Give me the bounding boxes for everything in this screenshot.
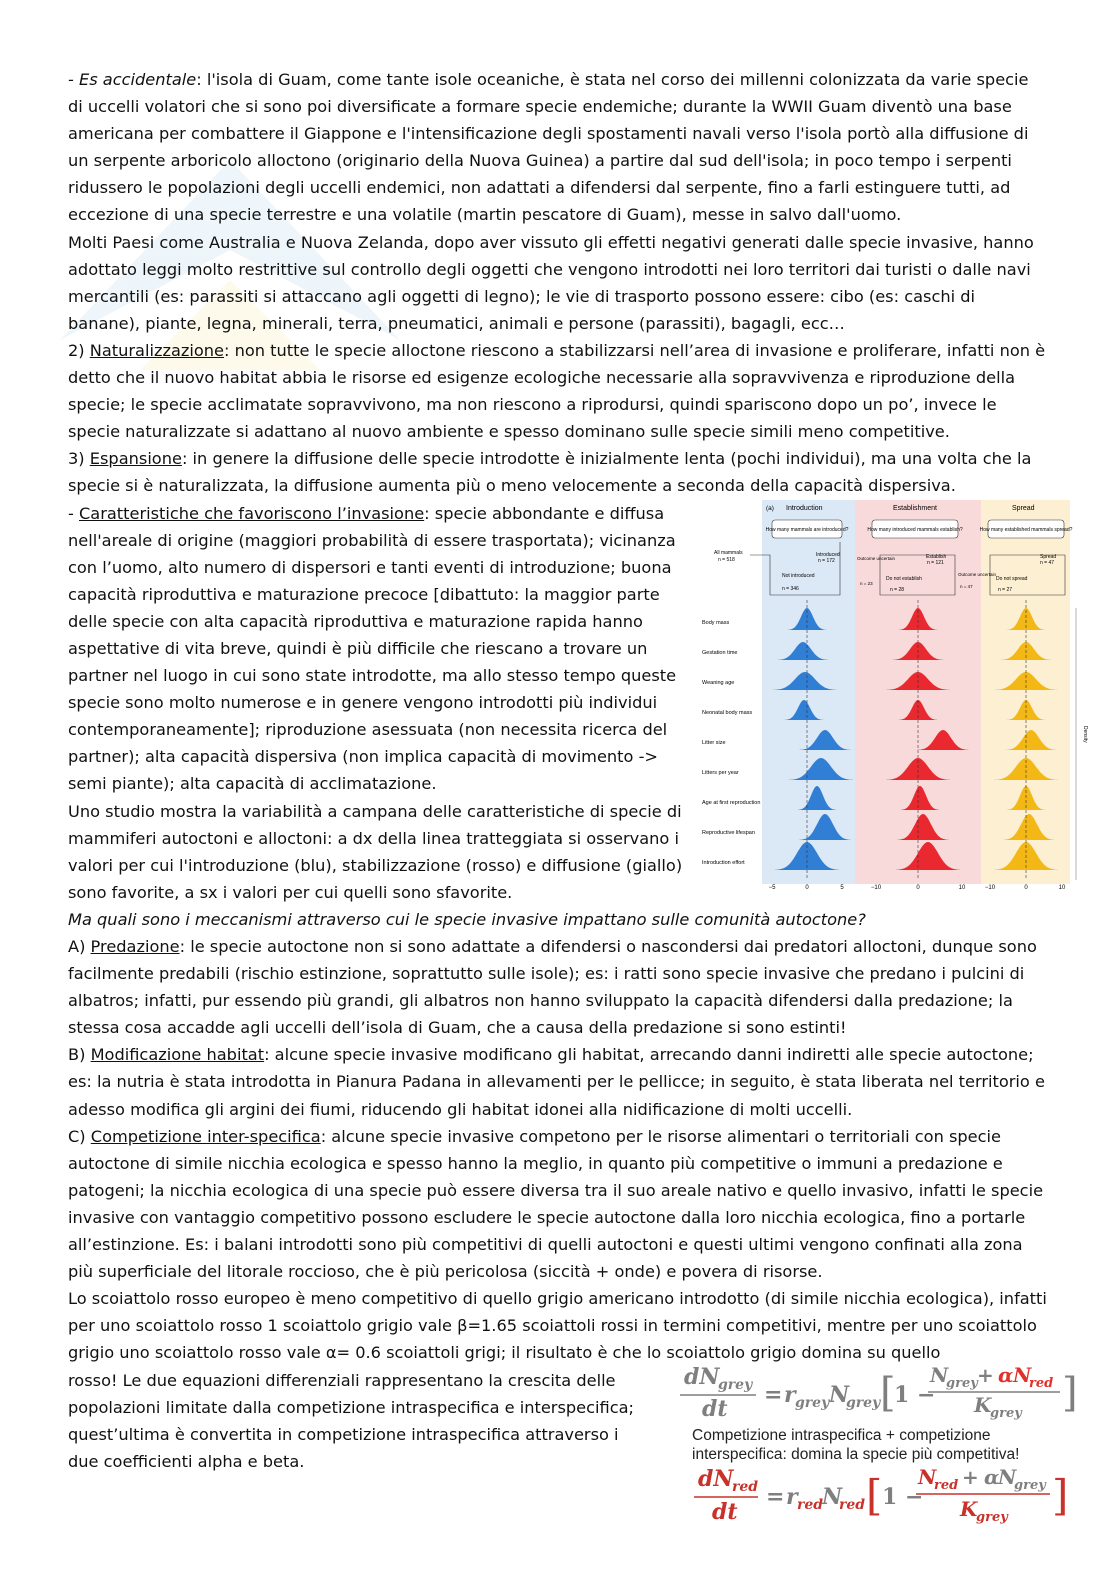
label-outcome-uncertain-1: Outcome uncertain (857, 556, 896, 561)
eq2-bracket-open: [ (866, 1471, 883, 1520)
eq2-num-a: N (918, 1465, 937, 1489)
eq2-num-b: N (998, 1465, 1017, 1489)
text-guam: : l'isola di Guam, come tante isole oceaniche, è stata nel corso dei millenni colonizzata da varie specie di uccelli volatori che si sono poi diversificate a formare specie endemiche; durante la WWII Guam diventò una base americana per combattere il Giappone e l'intensificazione degli spostamenti navali verso l'isola portò alla diffusione di un serpente arboricolo alloctono (originario della Nuova Guinea) a partire dal sud dell'isola; in poco tempo i serpenti ridussero le popolazioni degli uccelli endemici, non adattati a difendersi dal serpente, fino a farli estinguere tutti, ad eccezione di una specie terrestre e una volatile (martin pescatore di Guam), messe in salvo dall'uomo. (68, 70, 1029, 225)
item-letter: A) (68, 937, 91, 956)
eq1-num-b-sub: red (1029, 1376, 1054, 1391)
trait-label: Introduction effort (702, 860, 745, 866)
item-number: 2) (68, 340, 90, 360)
text-habitat: : alcune specie invasive modificano gli habitat, arrecando danni indiretti alle specie autoctone; es: la nutria è stata introdotta in Pianura Padana in allevamenti per le pellicce; in seguito, è stata liberata nel territorio e adesso modifica gli argini dei fiumi, riducendo gli habitat idonei alla nidificazione di molti uccelli. (68, 1045, 1045, 1119)
equations-box (672, 1362, 1078, 1562)
eq2-N: N (822, 1484, 843, 1510)
eq1-lhs-den: dt (702, 1396, 728, 1422)
question-spread: How many established mammals spread? (979, 527, 1073, 533)
trait-label: Neonatal body mass (702, 710, 753, 716)
heading-predazione: Predazione (90, 937, 180, 956)
bg-introduction (762, 500, 855, 884)
eq1-num-b: N (1013, 1363, 1032, 1387)
label-outcome-uncertain-1-n: n = 23 (860, 581, 873, 586)
eq1-den: K (974, 1393, 992, 1417)
label-introduced-n: n = 172 (818, 558, 835, 564)
heading-naturalizzazione: Naturalizzazione (89, 340, 225, 360)
x-tick-label: 0 (1024, 885, 1028, 891)
paragraph-laws: Molti Paesi come Australia e Nuova Zelanda, dopo aver vissuto gli effetti negativi generati dalle specie invasive, hanno adottato leggi molto restrittive sul controllo degli oggetti che vengono introdotti nei loro territori dai turisti o dalle navi mercantili (es: parassiti si attaccano agli oggetti di legno); le vie di trasporto possono essere: cibo (es: caschi di banane), piante, legna, minerali, terra, pneumatici, animali e persone (parassiti), bagagli, ecc… (68, 232, 1034, 333)
text-espansione: : in genere la diffusione delle specie introdotte è inizialmente lenta (pochi individui), ma una volta che la specie si è naturalizzata, la diffusione aumenta più o meno velocemente a seconda della capacità dispersiva. (68, 449, 1032, 496)
col-establishment: Establishment (893, 505, 937, 512)
question-intro: How many mammals are introduced? (765, 527, 849, 533)
eq2-one: 1 − (882, 1484, 924, 1510)
paragraph-naturalizzazione (68, 337, 1048, 445)
paragraph-habitat (68, 1041, 1048, 1122)
label-not-spread: Do not spread (996, 576, 1028, 582)
eq2-num-a-sub: red (934, 1478, 959, 1493)
text-competizione: : alcune specie invasive competono per le risorse alimentari o territoriali con specie autoctone di simile nicchia ecologica e spesso hanno la meglio, in quanto più competitive o immuni a predazione e patogeni; la nicchia ecologica di una specie può essere diversa tra il suo areale nativo e quello invasivo, infatti le specie invasive con vantaggio competitivo possono escludere le specie autoctone dalla loro nicchia ecologica, fino a portarle all’estinzione. Es: i balani introdotti sono più competitivi di quelli autoctoni e questi ultimi vengono confinati alla zona più superficiale del litorale roccioso, che è più pericolosa (siccità + onde) e povera di risorse. (68, 1126, 1044, 1282)
label-spread: Spread (1040, 554, 1057, 560)
x-tick-label: −10 (984, 885, 996, 891)
density-label: Density (1082, 726, 1088, 743)
label-not-introduced-n: n = 346 (782, 586, 799, 592)
text-caratteristiche: : specie abbondante e diffusa nell'areale di origine (maggiori probabilità di essere trasportata); vicinanza con l’uomo, alto numero di dispersori e tanti eventi di introduzione; buona capacità riproduttiva e maturazione precoce [dibattuto: la maggior parte delle specie con alta capacità riproduttiva e maturazione rapida hanno aspettative di vita breve, quindi è più difficile che riescano a trovare un partner nel luogo in cui sono state introdotte, ma allo stesso tempo queste specie sono molto numerose e in genere vengono introdotti più individui contemporaneamente]; riproduzione asessuata (non necessita ricerca del partner); alta capacità dispersiva (non implica capacità di movimento -> semi piante); alta capacità di acclimatazione. (68, 503, 677, 794)
eq2-lhs-den: dt (712, 1499, 738, 1525)
heading-espansione: Espansione (89, 449, 182, 469)
label-establish: Establish (926, 554, 947, 560)
label-outcome-uncertain-2-n: n = 47 (960, 584, 973, 589)
eq1-r: r (784, 1382, 796, 1408)
paragraph-equazioni: rosso! Le due equazioni differenziali rappresentano la crescita delle popolazioni limitate dalla competizione intraspecifica e interspecifica; quest’ultima è convertita in competizione intraspecifica attraverso i due coefficienti alpha e beta. (68, 1370, 634, 1471)
x-tick-label: −10 (870, 885, 882, 891)
caption-line-1: Competizione intraspecifica + competizione (692, 1427, 991, 1444)
paragraph-scoiattolo: Lo scoiattolo rosso europeo è meno competitivo di quello grigio americano introdotto (di simile nicchia ecologica), infatti per uno scoiattolo rosso 1 scoiattolo grigio vale β=1.65 scoiattoli rossi in termini competitivi, mentre per uno scoiattolo grigio uno scoiattolo rosso vale α= 0.6 scoiattoli grigi; il risultato è che lo scoiattolo grigio domina su quello (68, 1289, 1047, 1363)
label-all-mammals: All mammals (714, 550, 743, 556)
trait-label: Age at first reproduction (702, 800, 761, 806)
paragraph-caratteristiche (68, 500, 688, 798)
eq2-den: K (960, 1497, 978, 1521)
label-not-spread-n: n = 27 (998, 587, 1013, 593)
paragraph-competizione (68, 1123, 1048, 1286)
item-number: 3) (68, 449, 90, 469)
caption-line-2: interspecifica: domina la specie più competitiva! (692, 1446, 1020, 1463)
eq2-lhs-sub: red (732, 1479, 759, 1495)
heading-habitat: Modificazione habitat (90, 1045, 265, 1065)
heading-caratteristiche: Caratteristiche che favoriscono l’invasione (79, 503, 425, 523)
eq1-lhs-num: dN (684, 1364, 720, 1390)
eq1-lhs-sub: grey (718, 1377, 753, 1393)
x-tick-label: 0 (805, 885, 809, 891)
paragraph-studio: Uno studio mostra la variabilità a campana delle caratteristiche di specie di mammiferi autoctoni e alloctoni: a dx della linea tratteggiata si osservano i valori per cui l'introduzione (blu), stabilizzazione (rosso) e diffusione (giallo) sono favorite, a sx i valori per cui quelli sono sfavorite. (68, 801, 683, 902)
eq1-num-a: N (930, 1363, 949, 1387)
eq2-num-b-sub: grey (1014, 1478, 1046, 1493)
eq1-den-sub: grey (990, 1406, 1022, 1421)
col-introduction: Introduction (786, 505, 823, 512)
label-not-establish-n: n = 28 (890, 587, 905, 593)
x-tick-label: 5 (840, 885, 844, 891)
item-letter: C) (68, 1126, 91, 1146)
eq2-r-sub: red (797, 1497, 824, 1513)
trait-label: Weaning age (702, 680, 735, 686)
dash: - (68, 503, 79, 523)
label-not-introduced: Not introduced (782, 573, 815, 579)
equation-red (672, 1464, 1078, 1526)
eq1-bracket-open: [ (880, 1370, 896, 1416)
paragraph-question: Ma quali sono i meccanismi attraverso cui le specie invasive impattano sulle comunità autoctone? (68, 909, 866, 929)
eq2-r: r (786, 1484, 798, 1510)
eq1-num-a-sub: grey (946, 1376, 978, 1391)
paragraph-guam (68, 66, 1048, 229)
eq2-equals: = (766, 1484, 785, 1510)
trait-label: Gestation time (702, 650, 738, 656)
panel-tag: (a) (766, 505, 774, 512)
eq2-den-sub: grey (976, 1510, 1008, 1525)
eq2-N-sub: red (839, 1497, 866, 1513)
text-naturalizzazione: : non tutte le specie alloctone riescono a stabilizzarsi nell’area di invasione e proliferare, infatti non è detto che il nuovo habitat abbia le risorse ed esigenze ecologiche necessarie alla sopravvivenza e riproduzione della specie; le specie acclimatate sopravvivono, ma non riescono a riprodursi, quindi spariscono dopo un po’, invece le specie naturalizzate si adattano al nuovo ambiente e spesso dominano sulle specie simili meno competitive. (68, 340, 1046, 442)
question-est: How many introduced mammals establish? (867, 527, 963, 533)
trait-label: Reproductive lifespan (702, 830, 755, 836)
label-establish-n: n = 121 (927, 560, 944, 566)
heading-competizione: Competizione inter-specifica (90, 1126, 321, 1146)
label-introduced: Introduced (816, 552, 840, 558)
label-outcome-uncertain-2: Outcome uncertain (958, 572, 997, 577)
text-predazione: : le specie autoctone non si sono adattate a difendersi o nascondersi dai predatori alloctoni, dunque sono facilmente predabili (rischio estinzione, soprattutto sulle isole); es: i ratti sono specie invasive che predano i pulcini di albatros; infatti, pur essendo più grandi, gli albatros non hanno sviluppato la capacità difendersi dalla predazione; la stessa cosa accadde agli uccelli dell’isola di Guam, che a causa della predazione si sono estinti! (68, 937, 1037, 1038)
item-letter: B) (68, 1045, 91, 1065)
equation-grey (672, 1362, 1078, 1422)
trait-label: Litters per year (702, 770, 739, 776)
eq2-lhs-num: dN (698, 1466, 734, 1492)
trait-label: Body mass (702, 620, 730, 626)
x-tick-label: 10 (1058, 885, 1066, 891)
eq1-one: 1 − (894, 1382, 936, 1408)
eq1-bracket-close: ] (1062, 1370, 1078, 1416)
x-tick-label: −5 (768, 885, 776, 891)
label-spread-n: n = 47 (1040, 560, 1055, 566)
eq1-equals: = (764, 1382, 783, 1408)
x-ticks (769, 885, 1066, 891)
eq2-bracket-close: ] (1052, 1471, 1069, 1520)
paragraph-espansione (68, 445, 1048, 499)
invasion-stages-figure (700, 500, 1088, 892)
eq2-alpha: α (984, 1465, 1000, 1489)
equation-caption (672, 1426, 1078, 1464)
label-accidentale: - Es accidentale (68, 70, 197, 89)
trait-label: Litter size (702, 740, 726, 746)
paragraph-predazione (68, 933, 1048, 1041)
eq1-r-sub: grey (795, 1395, 830, 1411)
eq1-alpha: α (998, 1363, 1014, 1387)
eq1-N: N (829, 1382, 850, 1408)
eq2-plus: + (962, 1465, 979, 1489)
eq1-plus: + (977, 1363, 994, 1387)
x-tick-label: 0 (916, 885, 920, 891)
x-tick-label: 10 (958, 885, 966, 891)
eq1-N-sub: grey (846, 1395, 881, 1411)
label-all-n: n = 518 (718, 557, 735, 563)
label-not-establish: Do not establish (886, 576, 922, 582)
col-spread: Spread (1012, 505, 1035, 512)
